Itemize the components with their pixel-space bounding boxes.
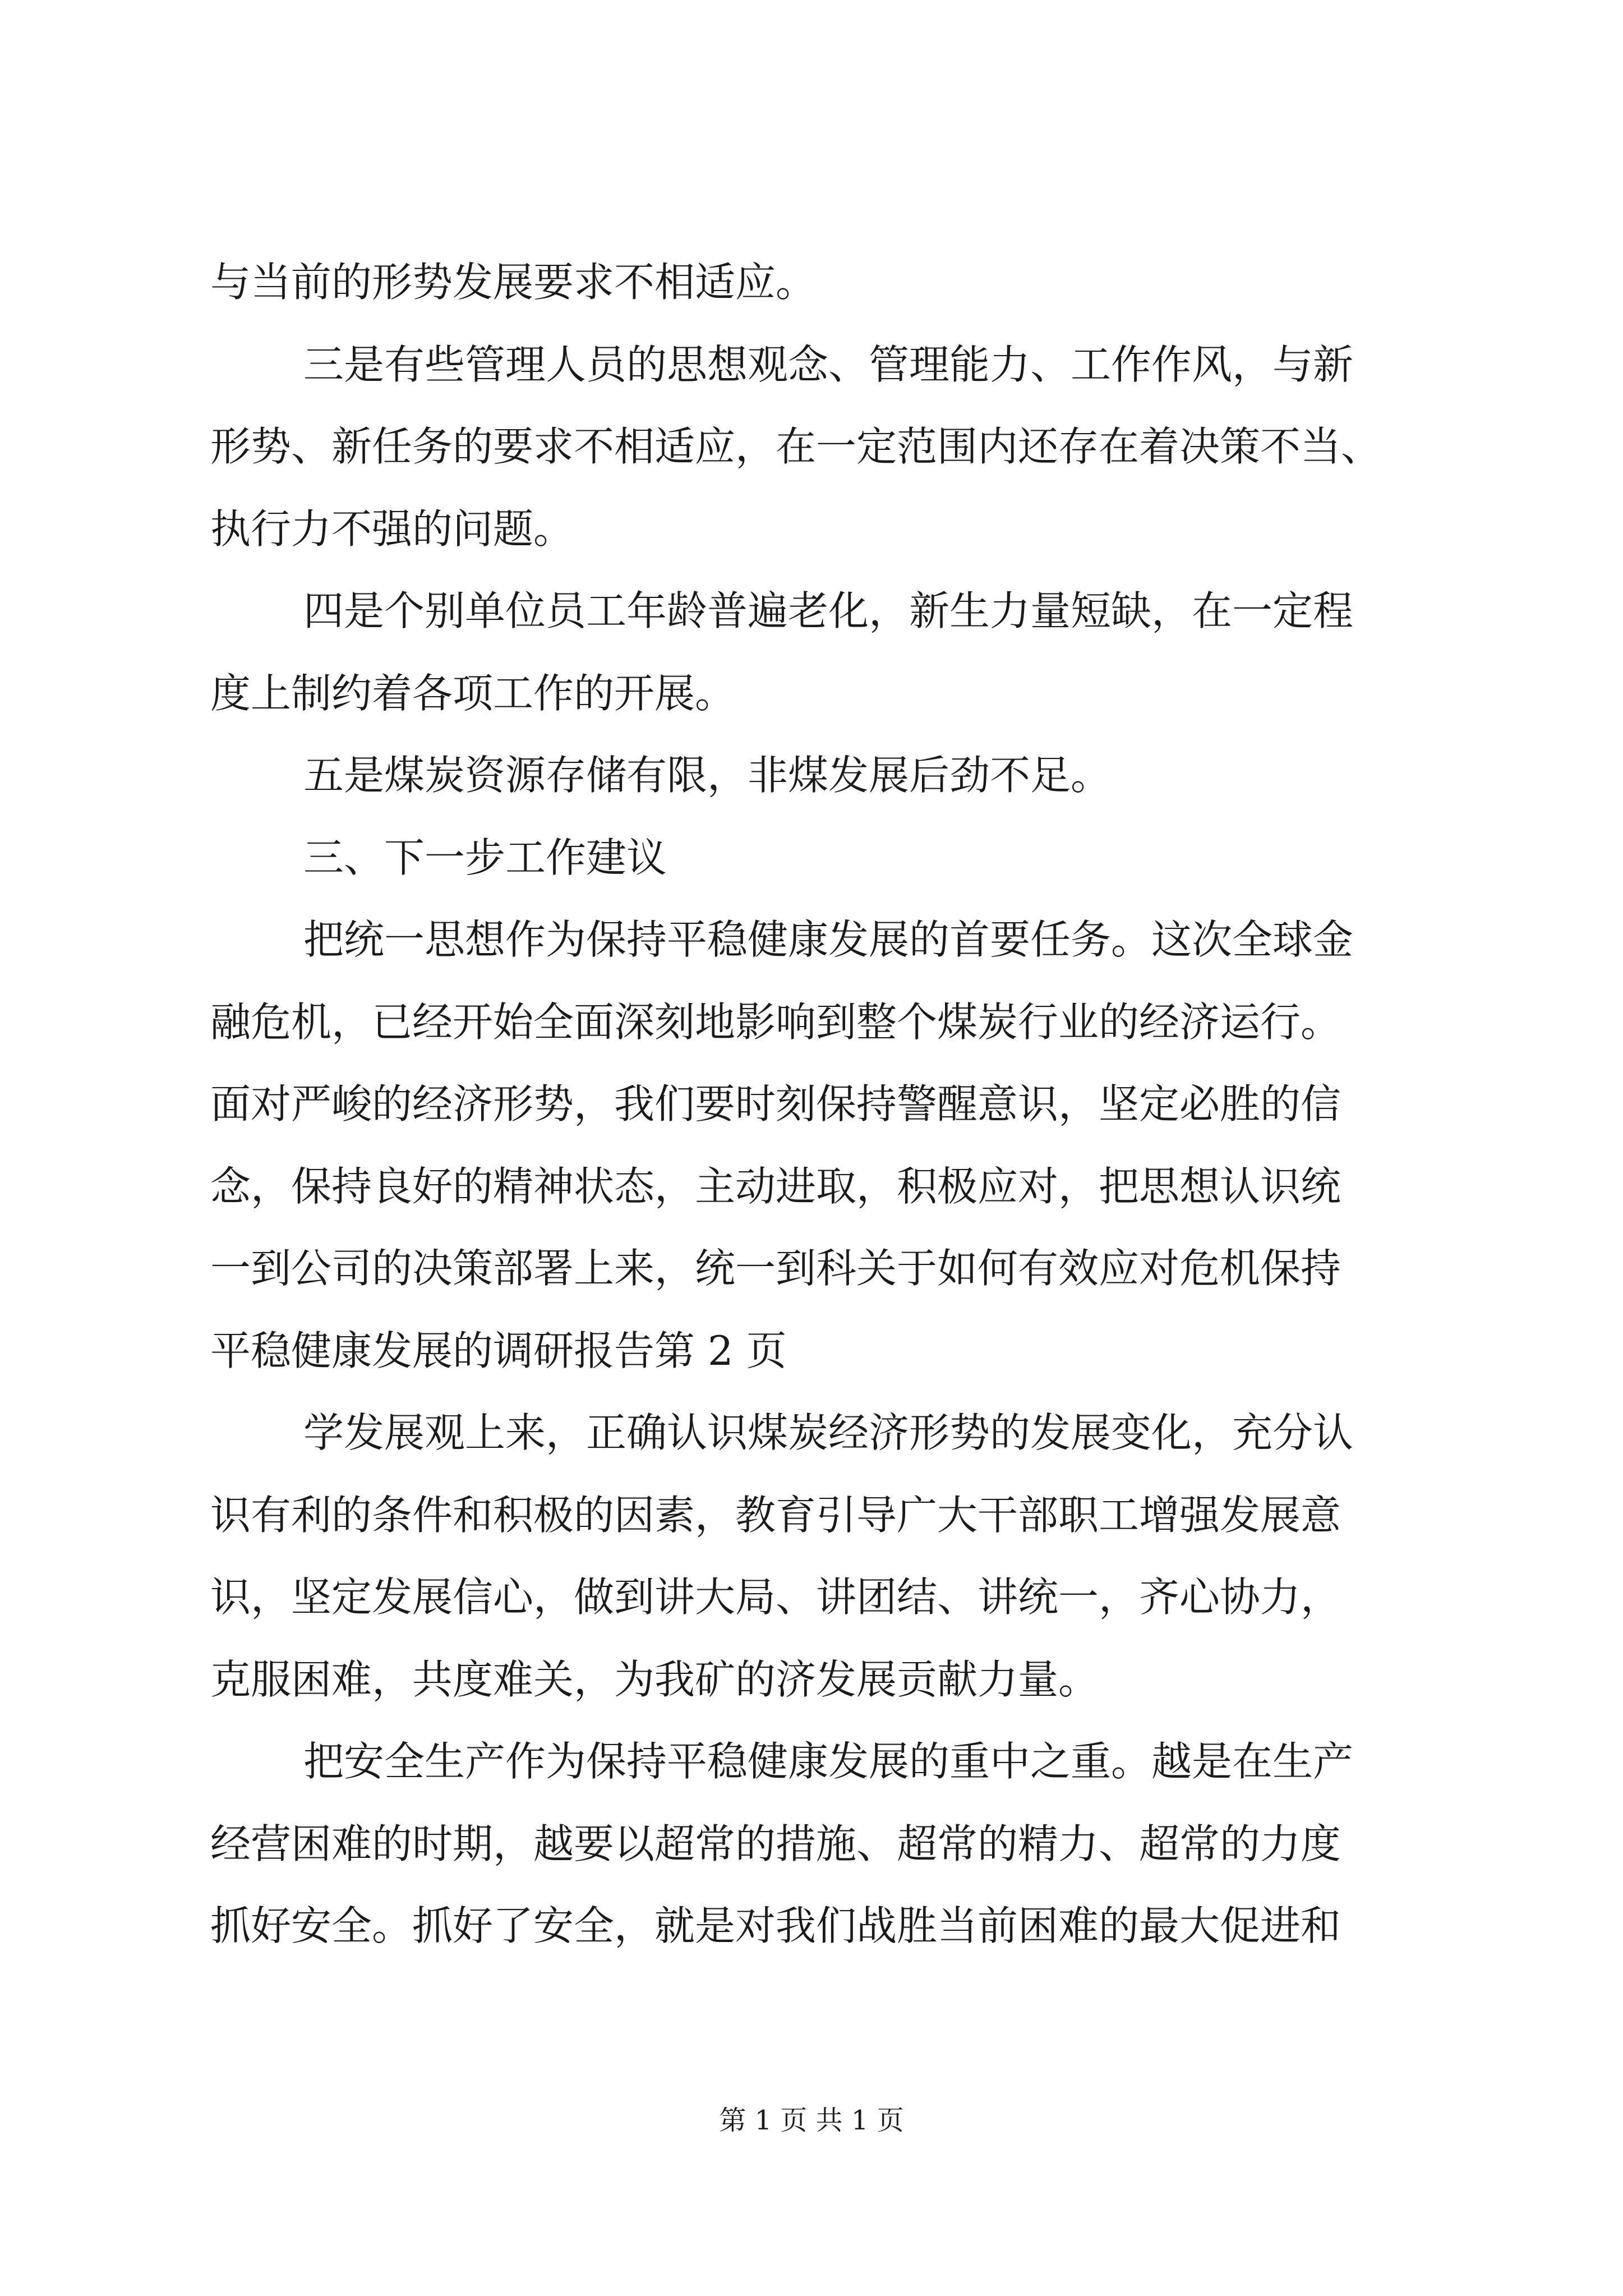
text-line: 把安全生产作为保持平稳健康发展的重中之重。越是在生产	[303, 1738, 1354, 1785]
document-body	[210, 241, 1410, 1967]
text-line: 把统一思想作为保持平稳健康发展的首要任务。这次全球金	[303, 916, 1354, 963]
text-line: 融危机，已经开始全面深刻地影响到整个煤炭行业的经济运行。	[210, 998, 1341, 1046]
text-line: 识，坚定发展信心，做到讲大局、讲团结、讲统一，齐心协力，	[210, 1573, 1341, 1621]
page-footer: 第 1 页 共 1 页	[719, 2105, 904, 2136]
text-line: 与当前的形势发展要求不相适应。	[210, 259, 817, 306]
text-line: 形势、新任务的要求不相适应，在一定范围内还存在着决策不当、	[210, 423, 1382, 470]
text-line: 识有利的条件和积极的因素，教育引导广大干部职工增强发展意	[210, 1491, 1341, 1539]
text-line: 度上制约着各项工作的开展。	[210, 669, 736, 717]
text-line: 三、下一步工作建议	[303, 834, 667, 881]
text-line: 五是煤炭资源存储有限，非煤发展后劲不足。	[303, 752, 1112, 799]
text-line: 一到公司的决策部署上来，统一到科关于如何有效应对危机保持	[210, 1245, 1341, 1292]
text-line: 面对严峻的经济形势，我们要时刻保持警醒意识，坚定必胜的信	[210, 1080, 1341, 1128]
text-line: 平稳健康发展的调研报告第 2 页	[210, 1327, 787, 1374]
text-line: 抓好安全。抓好了安全，就是对我们战胜当前困难的最大促进和	[210, 1902, 1341, 1949]
text-line: 念，保持良好的精神状态，主动进取，积极应对，把思想认识统	[210, 1162, 1341, 1210]
text-line: 执行力不强的问题。	[210, 505, 574, 553]
text-line: 克服困难，共度难关，为我矿的济发展贡献力量。	[210, 1655, 1099, 1703]
text-line: 学发展观上来，正确认识煤炭经济形势的发展变化，充分认	[303, 1409, 1354, 1456]
text-line: 经营困难的时期，越要以超常的措施、超常的精力、超常的力度	[210, 1820, 1341, 1867]
text-line: 三是有些管理人员的思想观念、管理能力、工作作风，与新	[303, 341, 1354, 388]
text-line: 四是个别单位员工年龄普遍老化，新生力量短缺，在一定程	[303, 587, 1354, 634]
